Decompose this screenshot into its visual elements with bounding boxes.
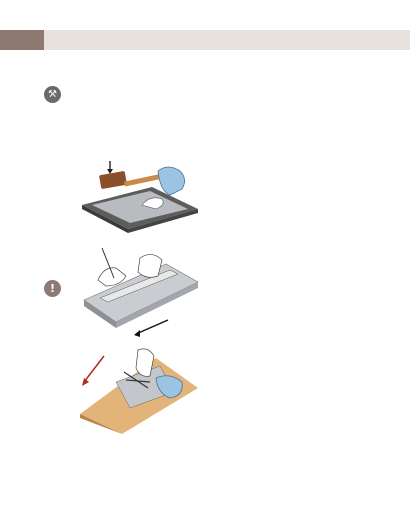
illustration-straightening xyxy=(80,155,200,235)
exclamation-icon: ! xyxy=(44,280,61,297)
header-band xyxy=(0,30,410,50)
illustration-cutting xyxy=(78,342,200,434)
hammer-wrench-icon: ⚒ xyxy=(44,86,61,103)
illustration-marking xyxy=(80,244,200,340)
chapter-number xyxy=(0,30,44,50)
